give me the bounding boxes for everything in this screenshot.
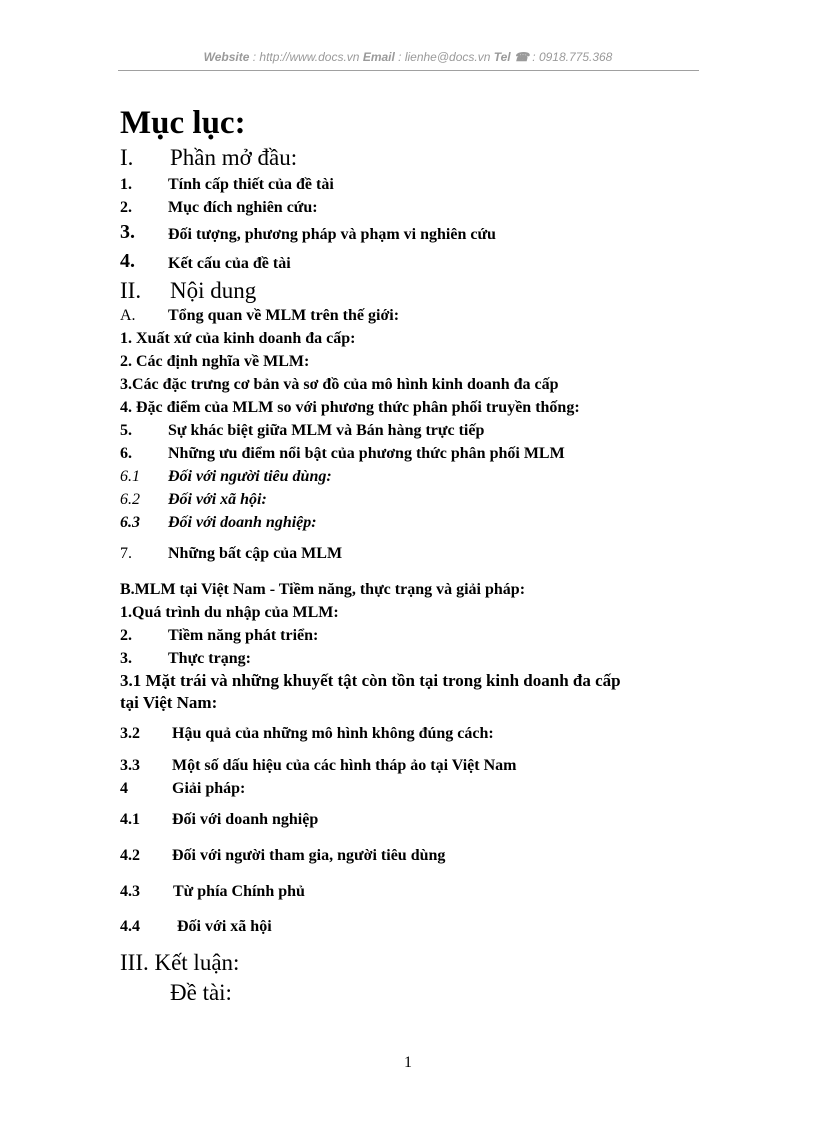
toc-number: 4.4 <box>120 918 140 935</box>
toc-text: Tổng quan về MLM trên thế giới: <box>168 307 400 324</box>
toc-item: 3.1 Mặt trái và những khuyết tật còn tồn tại trong kinh doanh đa cấp <box>120 671 621 690</box>
toc-text: Đối với xã hội: <box>168 491 267 508</box>
toc-text: Những bất cập của MLM <box>168 545 343 562</box>
website-value: : http://www.docs.vn <box>249 50 363 64</box>
toc-item: 3.Các đặc trưng cơ bản và sơ đồ của mô hình kinh doanh đa cấp <box>120 376 559 393</box>
toc-text: Tiềm năng phát triển: <box>168 627 319 644</box>
toc-number: 2. <box>120 627 132 644</box>
toc-topic: Đề tài: <box>170 980 232 1005</box>
toc-number: II. <box>120 278 142 303</box>
toc-number: 4.2 <box>120 847 140 864</box>
tel-label: Tel <box>493 50 511 64</box>
email-label: Email <box>362 50 395 64</box>
toc-text: Nội dung <box>170 278 257 303</box>
toc-text: Đối với người tiêu dùng: <box>168 468 332 485</box>
toc-text: Đối với xã hội <box>177 918 272 935</box>
toc-number: 3. <box>120 650 132 667</box>
phone-icon: ☎ <box>513 50 529 64</box>
toc-text: Đối với doanh nghiệp: <box>168 514 317 531</box>
toc-number: 4.3 <box>120 883 140 900</box>
toc-text: Một số dấu hiệu của các hình tháp ảo tại Việt Nam <box>172 757 517 774</box>
toc-number: 3.3 <box>120 757 140 774</box>
toc-number: 6.2 <box>120 491 140 508</box>
toc-number: 6.3 <box>120 514 140 531</box>
toc-text: Kết cấu của đề tài <box>168 255 291 272</box>
toc-text: Thực trạng: <box>168 650 251 667</box>
toc-text: Mục đích nghiên cứu: <box>168 199 318 216</box>
toc-number: 4.1 <box>120 811 140 828</box>
toc-number: 4. <box>120 250 135 272</box>
toc-text: Những ưu điểm nổi bật của phương thức phân phối MLM <box>168 445 565 462</box>
email-value: : lienhe@docs.vn <box>394 50 494 64</box>
header-divider <box>118 70 699 71</box>
tel-value: : 0918.775.368 <box>528 50 613 64</box>
toc-number: 6. <box>120 445 132 462</box>
toc-item: 4. Đặc điểm của MLM so với phương thức phân phối truyền thống: <box>120 399 580 416</box>
toc-item: 1. Xuất xứ của kinh doanh đa cấp: <box>120 330 356 347</box>
page-header <box>118 50 698 64</box>
toc-text: Giải pháp: <box>172 780 246 797</box>
toc-text: Hậu quả của những mô hình không đúng cách: <box>172 725 494 742</box>
toc-text: Từ phía Chính phủ <box>173 883 305 900</box>
toc-number: 1. <box>120 176 132 193</box>
toc-text: Đối tượng, phương pháp và phạm vi nghiên cứu <box>168 226 496 243</box>
toc-text: Phần mở đầu: <box>170 145 298 170</box>
toc-number: A. <box>120 307 136 324</box>
toc-number: 6.1 <box>120 468 140 485</box>
toc-text: Tính cấp thiết của đề tài <box>168 176 334 193</box>
website-label: Website <box>203 50 250 64</box>
toc-title: Mục lục: <box>120 105 246 141</box>
toc-number: I. <box>120 145 134 170</box>
toc-text: Đối với doanh nghiệp <box>172 811 319 828</box>
toc-number: 2. <box>120 199 132 216</box>
toc-item: 2. Các định nghĩa về MLM: <box>120 353 310 370</box>
toc-item: B.MLM tại Việt Nam - Tiềm năng, thực trạng và giải pháp: <box>120 581 526 598</box>
toc-text: Đối với người tham gia, người tiêu dùng <box>172 847 446 864</box>
toc-number: 3. <box>120 221 135 243</box>
toc-number: 3.2 <box>120 725 140 742</box>
toc-item-continued: tại Việt Nam: <box>120 693 218 712</box>
toc-text: Sự khác biệt giữa MLM và Bán hàng trực tiếp <box>168 422 485 439</box>
toc-number: 7. <box>120 545 132 562</box>
toc-number: 5. <box>120 422 132 439</box>
toc-number: 4 <box>120 780 128 797</box>
toc-item: 1.Quá trình du nhập của MLM: <box>120 604 339 621</box>
page-number: 1 <box>404 1054 412 1071</box>
toc-section-3: III. Kết luận: <box>120 950 240 975</box>
